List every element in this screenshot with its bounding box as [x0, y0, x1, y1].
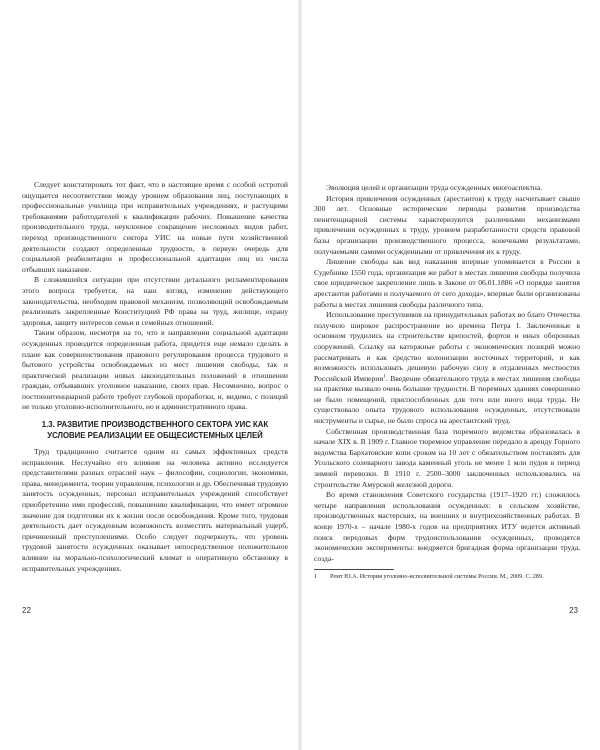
- page-number-right: 23: [569, 606, 578, 615]
- footnote-reference: 1: [383, 374, 386, 380]
- footnote: [314, 573, 580, 581]
- right-page: [300, 0, 600, 750]
- footnote-divider: [314, 569, 394, 570]
- paragraph: Лишение свободы как вид наказания впервые упоминается в России в Судебнике 1550 года, организация же работ в местах лишения свободы получила свое юридическое закрепление лишь в Законе от 06.01.1886 «О порядке занятия арестантов работами и получаемого от сего дохода», впервые были организованы работы в местах лишения свободы различного типа.: [314, 257, 580, 309]
- footnote-mark: 1: [314, 573, 318, 581]
- paragraph: История привлечения осужденных (арестантов) к труду насчитывает свыше 300 лет. Основные исторические периоды развития производства пенитенциарной системы характеризуются различными механизмами привлечения осужденных к труду, уровнем разработанности средств правовой базы организации производственного процесса, конечными результатами, получаемыми самими осужденными от привлечения их к труду.: [314, 193, 580, 256]
- paragraph-text-tail: . Введение обязательного труда в местах лишения свободы на практике вызвало очень большие трудности. В тюремных зданиях совершенно не было помещений, приспособленных для того или иного вида труда. Не существовало опыта трудового использования осужденных, отсутствовали инструменты и сырье, не было спроса на арестантский труд.: [314, 373, 580, 426]
- paragraph: Следует констатировать тот факт, что в настоящее время с особой остротой ощущается несоответствие между уровнем образования лиц, поступающих в профессиональные училища при исправительных учреждениях, и растущими требованиями работодателей к квалификации рабочих. Повышение качества производительного труда, неуклонное сокращение несложных видов работ, переход производственного сектора УИС на новые пути хозяйственной деятельности создают определенные трудности, в первую очередь для социальной реабилитации и профессиональной адаптации лиц из числа отбывших наказание.: [22, 180, 288, 274]
- left-text-column: [22, 180, 288, 574]
- section-heading: 1.3. РАЗВИТИЕ ПРОИЗВОДСТВЕННОГО СЕКТОРА УИС КАК УСЛОВИЕ РЕАЛИЗАЦИИ ЕЕ ОБЩЕСИСТЕМНЫХ ЦЕЛЕЙ: [41, 420, 269, 440]
- right-text-column: [314, 183, 580, 582]
- paragraph-with-footnote-ref: [314, 310, 580, 427]
- paragraph: В сложившейся ситуации при отсутствии детального регламентирования этого вопроса требуется, на наш взгляд, изменение действующего законодательства, необходим правовой механизм, позволяющий освобождаемым реализовать закрепленные Конституцией РФ права на труд, жилище, охрану здоровья, защиту интересов семьи и семейных отношений.: [22, 275, 288, 327]
- page-number-left: 22: [22, 606, 31, 615]
- footnote-text: Ремт Ю.А. История уголовно-исполнительной системы России. М., 2009. С. 289.: [330, 573, 544, 581]
- paragraph-text: Использование преступников на принудительных работах во благо Отечества получило широкое распространение во времена Петра I. Заключенные в основном трудились на строительстве крепостей, фортов и иных оборонных сооружений. Ссылку на каторжные работы с экономических позиций можно рассматривать и как средство колонизации восточных территорий, и как возможность использовать дешевую рабочую силу в отдаленных местностях Российской Империи: [314, 310, 580, 383]
- paragraph: Во время становления Советского государства (1917–1920 гг.) сложилось четыре направления использования осужденных: в сельском хозяйстве, производственных мастерских, на внешних и внутрихозяйственных работах. В конце 1970-х – начале 1980-х годов на предприятиях ИТУ ведется активный поиск передовых форм трудоиспользования осужденных, проводятся экономические эксперименты: внедряется бригадная форма организации труда, созда-: [314, 490, 580, 563]
- paragraph: Собственная производственная база тюремного ведомства образовалась в начале XIX в. В 1909 г. Главное тюремное управление передало в аренду Горного ведомства Бархатовские копи сроком на 10 лет с обязательством поставлять для Усольского солеварного завода каменный уголь не менее 1 млн пудов в период зимней перевозки. В 1910 г. 2500–3000 заключенных использовались на строительстве Амурской железной дороги.: [314, 426, 580, 489]
- paragraph: Труд традиционно считается одним из самых эффективных средств исправления. Неслучайно его влияние на человека активно исследуется представителями разных отраслей наук – философии, социологии, экономики, права, менеджмента, теории управления, психологии и др. Обеспечивая трудовую занятость осужденных, персонал исправительных учреждений способствует приобретению ими профессий, повышению квалификации, что имеет огромное значение для подготовки их к жизни после освобождения. Кроме того, трудовая деятельность дает осужденным возможность возместить материальный ущерб, причиненный преступлениями. Особо следует подчеркнуть, что уровень трудовой занятости осужденных оказывает непосредственное положительное влияние на морально-психологический климат и оперативную обстановку в исправительных учреждениях.: [22, 447, 289, 573]
- paragraph: Таким образом, несмотря на то, что в направлении социальной адаптации осужденных проводится определенная работа, придется еще немало сделать в плане как совершенствования правового регулирования процесса трудового и бытового устройства освобождаемых из мест лишения свободы, так и практической реализации новых законодательных положений в отношении граждан, отбывавших уголовное наказание, своих прав. Несомненно, вопрос о постпенитенциарной работе требует глубокой проработки, и, видимо, с позиций не только уголовно-исполнительного, но и административного права.: [22, 328, 288, 412]
- paragraph: Эволюция целей и организации труда осужденных многоаспектна.: [326, 183, 543, 192]
